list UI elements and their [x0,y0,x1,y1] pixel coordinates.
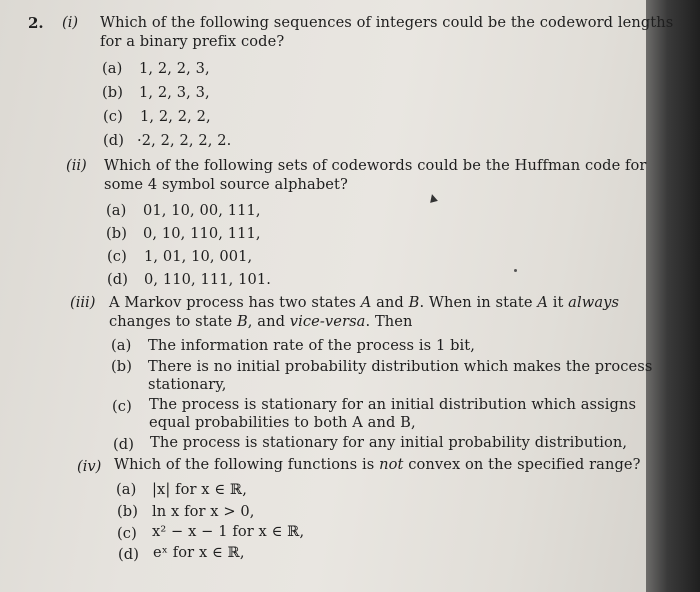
part-iv-label: (iv) [77,458,102,475]
part-iv-option-c-label: (c) [117,525,137,542]
part-ii-option-b: 0, 10, 110, 111, [143,225,261,242]
part-iv-option-b-label: (b) [117,503,139,520]
part-i-option-b-label: (b) [102,84,124,101]
part-iii-option-b-line2: stationary, [148,376,227,393]
part-i-option-c-label: (c) [103,108,123,125]
part-ii-stem-line2: some 4 symbol source alphabet? [104,176,348,193]
part-ii-option-b-label: (b) [106,225,128,242]
part-iii-option-c-label: (c) [112,398,132,415]
part-i-label: (i) [62,14,79,31]
part-iii-stem-line1: A Markov process has two states A and B. When in state A it always [109,294,620,311]
part-iii-option-c-line2: equal probabilities to both A and B, [149,414,416,431]
part-ii-option-d-label: (d) [107,271,129,288]
part-iii-stem-line2: changes to state B, and vice-versa. Then [109,313,413,330]
part-i-stem-line2: for a binary prefix code? [100,33,285,50]
part-i-option-a-label: (a) [102,60,123,77]
part-ii-label: (ii) [66,157,87,174]
part-iv-stem: Which of the following functions is not convex on the specified range? [114,456,641,473]
part-iii-option-a: The information rate of the process is 1 bit, [148,337,475,354]
part-iv-option-b: ln x for x > 0, [152,503,255,520]
part-iii-option-b-label: (b) [111,358,133,375]
part-i-option-d-label: (d) [103,132,125,149]
part-ii-option-d: 0, 110, 111, 101. [144,271,272,288]
part-iv-option-c: x² − x − 1 for x ∈ ℝ, [152,523,305,540]
part-ii-option-c: 1, 01, 10, 001, [144,248,253,265]
part-ii-stem-line1: Which of the following sets of codewords could be the Huffman code for [104,157,647,174]
part-iii-option-a-label: (a) [111,337,132,354]
part-iv-option-d-label: (d) [118,546,140,563]
question-number: 2. [28,14,44,32]
paper-speck [514,269,517,272]
part-iii-option-d: The process is stationary for any initial probability distribution, [150,434,628,451]
part-i-option-b: 1, 2, 3, 3, [139,84,210,101]
part-ii-option-a: 01, 10, 00, 111, [143,202,261,219]
part-iv-option-a: |x| for x ∈ ℝ, [152,481,247,498]
part-iii-option-d-label: (d) [113,436,135,453]
page-edge-shadow [646,0,700,592]
part-iv-option-a-label: (a) [116,481,137,498]
part-i-option-c: 1, 2, 2, 2, [140,108,211,125]
part-iii-label: (iii) [70,294,96,311]
part-ii-option-a-label: (a) [106,202,127,219]
part-iii-option-b-line1: There is no initial probability distribution which makes the process [148,358,653,375]
part-i-option-d: ·2, 2, 2, 2, 2. [137,132,232,149]
part-i-stem-line1: Which of the following sequences of integers could be the codeword lengths [100,14,674,31]
part-iv-option-d: eˣ for x ∈ ℝ, [153,544,245,561]
part-ii-option-c-label: (c) [107,248,127,265]
part-iii-option-c-line1: The process is stationary for an initial distribution which assigns [149,396,637,413]
part-i-option-a: 1, 2, 2, 3, [139,60,210,77]
